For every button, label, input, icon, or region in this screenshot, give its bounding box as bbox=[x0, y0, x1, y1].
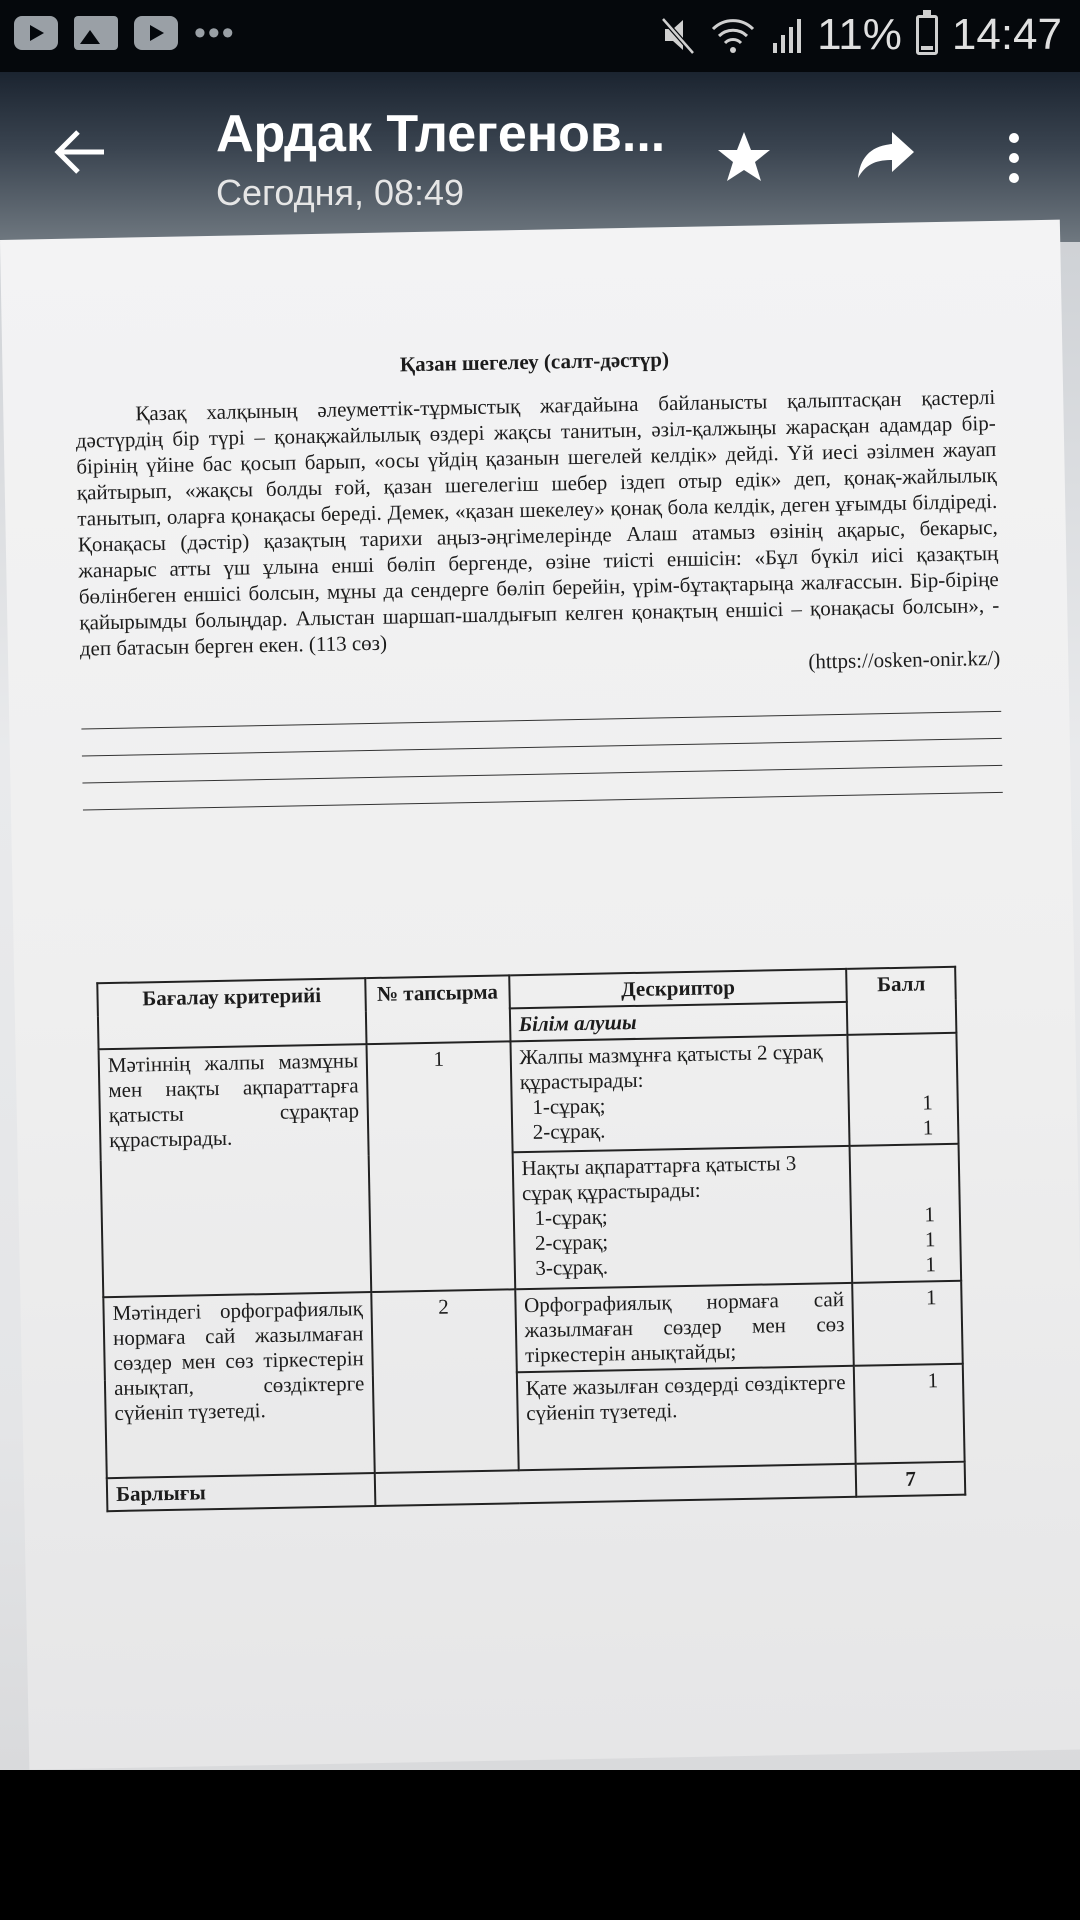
mute-icon bbox=[661, 15, 695, 55]
score-value: 1 bbox=[924, 1202, 936, 1227]
clock: 14:47 bbox=[951, 10, 1062, 59]
sender-name: Ардак Тлегенов... bbox=[216, 105, 666, 163]
status-bar bbox=[0, 0, 1080, 72]
criteria-cell: Мәтіндегі орфографиялық нормаға сай жазылмаған сөздер мен сөз тіркестерін анықтап, сөздіктерге сүйеніп түзетеді. bbox=[103, 1292, 375, 1478]
share-icon[interactable] bbox=[856, 130, 916, 180]
system-icons bbox=[661, 10, 1062, 60]
score-value: 1 bbox=[922, 1115, 934, 1140]
total-score: 7 bbox=[856, 1462, 965, 1497]
signal-icon bbox=[771, 15, 803, 55]
descriptor-cell: Орфографиялық нормаға сай жазылмаған сөздер мен сөз тіркестерін анықтайды; bbox=[515, 1283, 854, 1372]
more-dots-icon: ••• bbox=[194, 14, 236, 52]
descriptor-cell bbox=[512, 1146, 852, 1289]
header-task-no: № тапсырма bbox=[365, 975, 510, 1044]
score-value: 1 bbox=[925, 1252, 937, 1277]
score-cell: 1 bbox=[854, 1364, 964, 1464]
task-no-cell: 1 bbox=[367, 1041, 515, 1292]
battery-icon bbox=[916, 15, 938, 55]
message-date: Сегодня, 08:49 bbox=[216, 172, 465, 213]
descriptor-item: 2-сұрақ. bbox=[532, 1118, 606, 1144]
descriptor-text: Жалпы мазмұнға қатысты 2 сұрақ құрастырады: bbox=[519, 1039, 823, 1095]
header-criteria: Бағалау критерийі bbox=[97, 978, 366, 1049]
overflow-menu-icon[interactable] bbox=[1004, 132, 1024, 184]
score-cell: 1 bbox=[853, 1281, 963, 1366]
document-title: Қазан шегелеу (салт-дәстүр) bbox=[399, 347, 670, 377]
notification-icons bbox=[14, 16, 236, 50]
document-source: (https://osken-onir.kz/) bbox=[808, 645, 1001, 674]
score-cell bbox=[848, 1033, 959, 1146]
descriptor-text: Нақты ақпараттарға қатысты 3 сұрақ құрастырады: bbox=[521, 1151, 797, 1206]
table-row bbox=[99, 1033, 959, 1161]
header-descriptor-sub: Білім алушы bbox=[509, 1002, 847, 1041]
descriptor-cell bbox=[510, 1035, 850, 1153]
descriptor-item: 3-сұрақ. bbox=[535, 1254, 609, 1281]
star-icon[interactable] bbox=[716, 130, 772, 184]
app-bar bbox=[0, 72, 1080, 242]
descriptor-item: 1-сұрақ; bbox=[534, 1204, 608, 1231]
wifi-icon bbox=[709, 15, 757, 55]
descriptor-item: 2-сұрақ; bbox=[534, 1229, 609, 1256]
criteria-cell: Мәтіннің жалпы мазмұны мен нақты ақпараттарға қатысты сұрақтар құрастырады. bbox=[99, 1044, 372, 1297]
youtube-icon bbox=[134, 16, 178, 50]
descriptor-item: 1-сұрақ; bbox=[532, 1093, 606, 1119]
gallery-icon bbox=[74, 16, 118, 50]
header-score: Балл bbox=[847, 967, 957, 1035]
photo-viewer[interactable] bbox=[0, 72, 1080, 1770]
battery-percent: 11% bbox=[817, 10, 902, 59]
youtube-icon bbox=[14, 16, 58, 50]
document-body: Қазақ халқының әлеуметтік-тұрмыстық жағдайына байланысты қалыптасқан қастерлі дәстүрдің бір түрі – қонақжайлылық өздері жақсы танитын, әзіл-қалжыңы жарасқан адамдар бір-бірінің үйіне бас қосып барып, «осы үйдің қазанын шегелей келдік» дейді. Үй иесі әзілмен жауап қайтырып, «жақсы болды ғой, қазан шегелегіш шебер іздеп отыр едік» деп, қонақ-жайлылық танытып, оларға қонақасы береді. Демек, «қазан шекелеу» қонақ бола келдік, деген ұғымды білдіреді. Қонақасы (дәстір) қазақтың тарихи аңыз-әңгімелерінде Алаш атамыз өзінің ақарыс, бекарыс, жанарыс атты үш ұлына енші бөліп бергенде, өзіне тиісті еншісін: «Бұл бүкіл иісі қазақтың бөлінбеген еншісі болсын, мұны да сендерге бөліп берейін, үрім-бұтақтарыңа жалғассын. Бір-біріңе қайырымды болыңдар. Алыстан шаршап-шалдығып келген қонақтың еншісі – қонақасы болсын», - деп батасын берген екен. (113 сөз) bbox=[75, 384, 1000, 661]
document bbox=[74, 341, 1003, 1507]
answer-lines bbox=[81, 685, 1003, 811]
score-value: 1 bbox=[924, 1227, 936, 1252]
task-no-cell: 2 bbox=[372, 1289, 519, 1473]
bottom-area bbox=[0, 1770, 1080, 1920]
header-descriptor: Дескриптор bbox=[509, 969, 847, 1008]
descriptor-cell: Қате жазылған сөздерді сөздіктерге сүйеніп түзетеді. bbox=[516, 1366, 856, 1470]
score-cell bbox=[850, 1144, 961, 1283]
grading-table bbox=[96, 966, 966, 1512]
back-arrow-icon[interactable] bbox=[52, 128, 108, 176]
score-value: 1 bbox=[921, 1090, 933, 1115]
document-paper bbox=[0, 220, 1080, 1770]
total-label: Барлығы bbox=[107, 1473, 376, 1511]
